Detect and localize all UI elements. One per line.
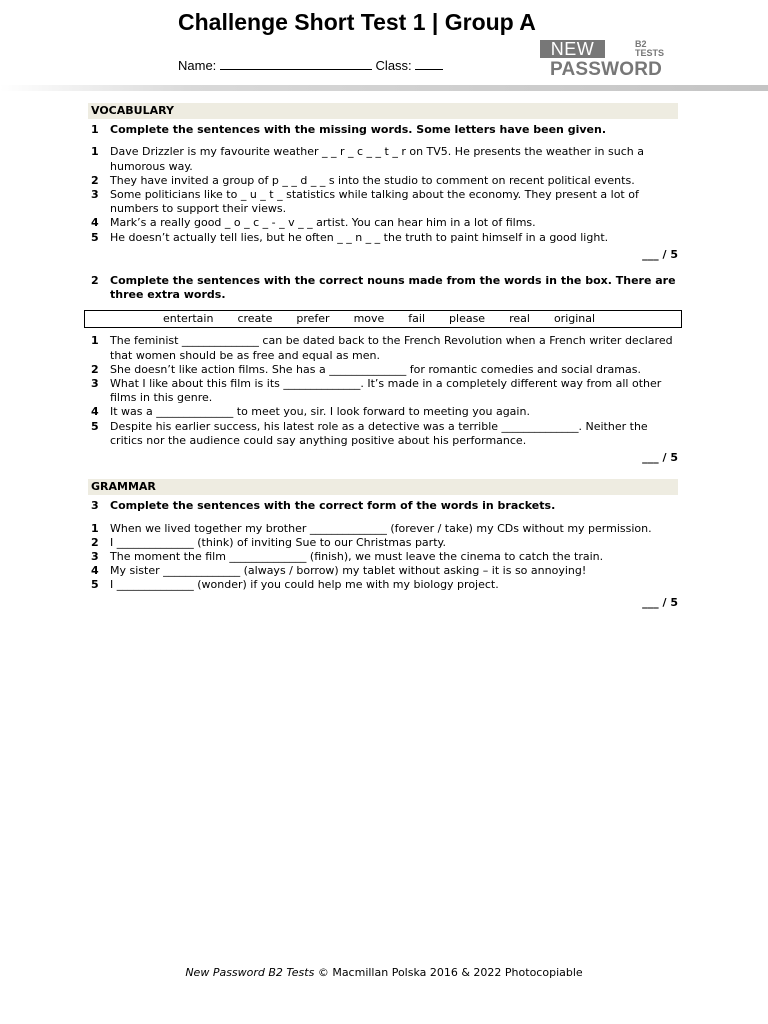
item-text: I ______________ (wonder) if you could help me with my biology project.: [110, 578, 499, 592]
new-password-logo: [540, 40, 670, 82]
page-footer: [0, 966, 768, 979]
task-2-instruction: [88, 274, 678, 302]
item-text: They have invited a group of p _ _ d _ _ s into the studio to comment on recent political events.: [110, 173, 635, 187]
task-3-score: ___ / 5: [642, 595, 678, 609]
name-class-line: [178, 58, 443, 73]
item-text: Some politicians like to _ u _ t _ statistics while talking about the economy. They present a lot of numbers to support their views.: [110, 188, 639, 216]
list-item: [88, 420, 678, 448]
item-number: 5: [91, 578, 99, 592]
list-item: [88, 145, 678, 173]
list-item: [88, 174, 678, 188]
item-number: 2: [91, 535, 99, 549]
item-text: The feminist ______________ can be dated back to the French Revolution when a French writer declared that women should be as free and equal as men.: [110, 334, 673, 362]
word-box-item: prefer: [296, 312, 330, 326]
task-3-items: [88, 522, 678, 593]
task-number: 2: [91, 274, 99, 288]
task-number: 1: [91, 123, 99, 137]
task-1-score: ___ / 5: [642, 247, 678, 261]
name-blank: [220, 58, 372, 70]
footer-book-title: New Password B2 Tests: [185, 966, 315, 979]
item-text: Dave Drizzler is my favourite weather _ _ r _ c _ _ t _ r on TV5. He presents the weather in such a humorous way.: [110, 145, 644, 173]
list-item: [88, 522, 678, 536]
instruction-text: Complete the sentences with the missing words. Some letters have been given.: [110, 123, 607, 137]
word-box-item: please: [449, 312, 486, 326]
item-text: What I like about this film is its ______________. It’s made in a completely different way from all other films in this genre.: [110, 377, 662, 405]
word-box-item: fail: [408, 312, 426, 326]
item-text: Despite his earlier success, his latest role as a detective was a terrible ______________. Neither the critics nor the audience could say anything positive about his performance.: [110, 419, 648, 447]
item-text: When we lived together my brother ______________ (forever / take) my CDs without my permission.: [110, 521, 652, 535]
list-item: [88, 231, 678, 245]
item-number: 1: [91, 521, 99, 535]
item-number: 2: [91, 173, 99, 187]
class-label: Class:: [375, 58, 412, 73]
class-blank: [415, 58, 443, 70]
item-number: 4: [91, 564, 99, 578]
item-text: I ______________ (think) of inviting Sue to our Christmas party.: [110, 535, 446, 549]
logo-b2-tests: [635, 40, 664, 58]
item-number: 2: [91, 362, 99, 376]
list-item: [88, 564, 678, 578]
list-item: [88, 377, 678, 405]
instruction-text: Complete the sentences with the correct nouns made from the words in the box. There are three extra words.: [110, 274, 676, 302]
item-text: She doesn’t like action films. She has a ______________ for romantic comedies and social dramas.: [110, 362, 641, 376]
task-2-score: ___ / 5: [642, 451, 678, 465]
item-number: 4: [91, 405, 99, 419]
logo-password: PASSWORD: [550, 59, 663, 80]
page-title: Challenge Short Test 1 | Group A: [178, 9, 536, 35]
list-item: [88, 405, 678, 419]
item-number: 5: [91, 419, 99, 433]
word-box-item: real: [509, 312, 530, 326]
item-number: 3: [91, 550, 99, 564]
word-box-item: create: [237, 312, 273, 326]
item-number: 1: [91, 334, 99, 348]
list-item: [88, 363, 678, 377]
header-divider: [0, 85, 768, 91]
task-1-instruction: [88, 123, 678, 137]
item-text: It was a ______________ to meet you, sir. I look forward to meeting you again.: [110, 405, 530, 419]
item-text: My sister ______________ (always / borrow) my tablet without asking – it is so annoying!: [110, 564, 587, 578]
vocabulary-heading: VOCABULARY: [88, 103, 678, 119]
list-item: [88, 536, 678, 550]
item-number: 3: [91, 377, 99, 391]
grammar-heading: GRAMMAR: [88, 479, 678, 495]
test-content: [88, 103, 678, 610]
list-item: [88, 188, 678, 216]
list-item: [88, 578, 678, 592]
word-box: [84, 310, 682, 328]
item-number: 3: [91, 188, 99, 202]
logo-b2: B2: [635, 39, 647, 49]
task-3-instruction: [88, 499, 678, 513]
word-box-item: move: [353, 312, 385, 326]
item-number: 5: [91, 230, 99, 244]
item-text: Mark’s a really good _ o _ c _ - _ v _ _ artist. You can hear him in a lot of films.: [110, 216, 536, 230]
instruction-text: Complete the sentences with the correct form of the words in brackets.: [110, 499, 556, 513]
task-1-items: [88, 145, 678, 244]
footer-copyright: © Macmillan Polska 2016 & 2022 Photocopiable: [317, 966, 583, 979]
logo-new: NEW: [540, 40, 605, 58]
word-box-item: entertain: [163, 312, 214, 326]
logo-tests: TESTS: [635, 48, 665, 58]
item-number: 4: [91, 216, 99, 230]
name-label: Name:: [178, 58, 217, 73]
item-text: The moment the film ______________ (finish), we must leave the cinema to catch the train.: [110, 550, 604, 564]
list-item: [88, 334, 678, 362]
task-number: 3: [91, 499, 99, 513]
list-item: [88, 216, 678, 230]
item-text: He doesn’t actually tell lies, but he often _ _ n _ _ the truth to paint himself in a good light.: [110, 230, 609, 244]
list-item: [88, 550, 678, 564]
task-2-items: [88, 334, 678, 448]
item-number: 1: [91, 145, 99, 159]
word-box-item: original: [553, 312, 596, 326]
